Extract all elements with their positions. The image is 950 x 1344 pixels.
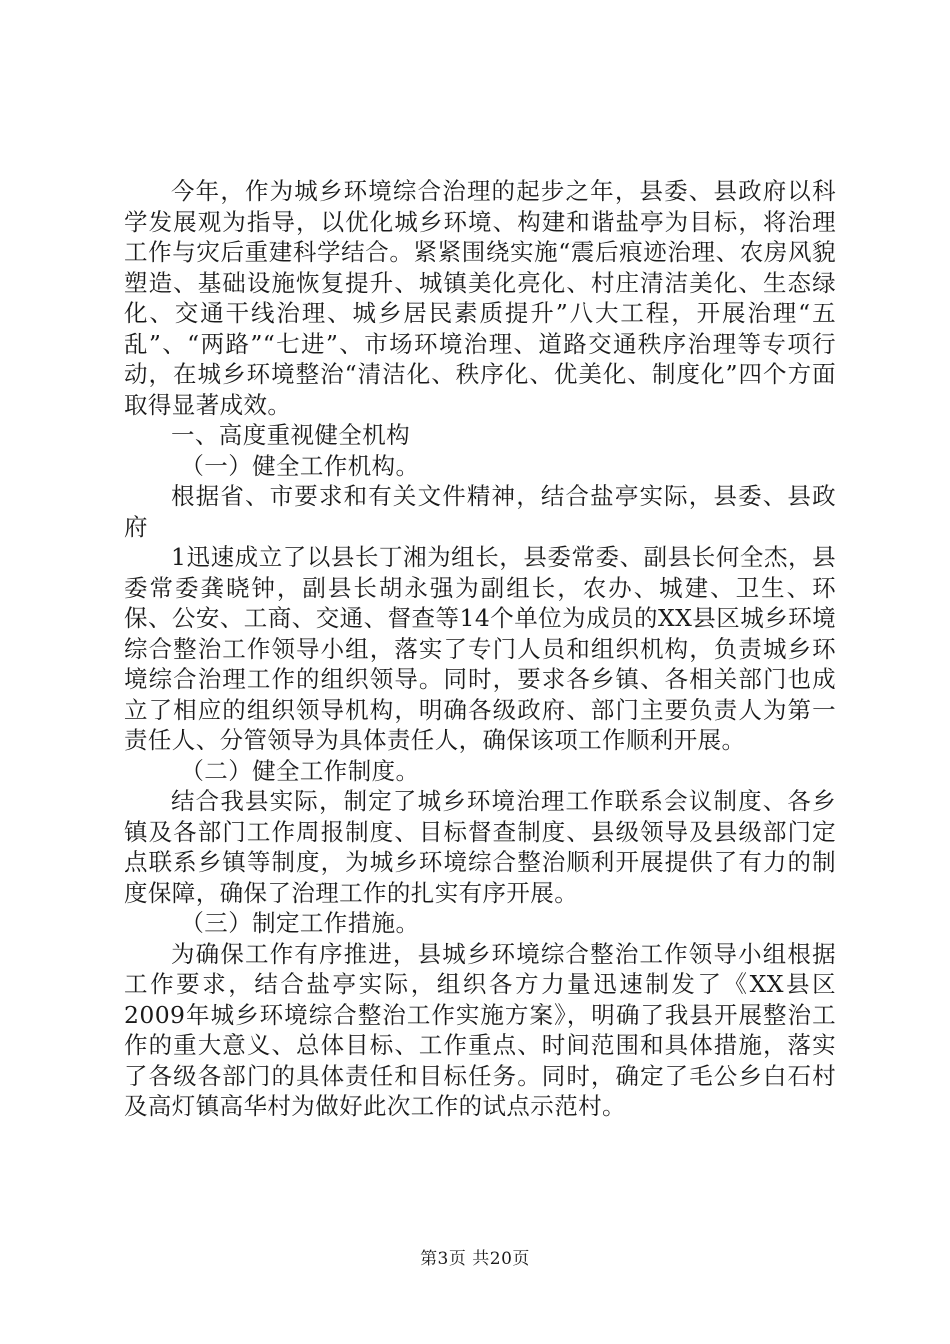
page-footer [0, 1244, 950, 1269]
subsection-heading-2: （二）健全工作制度。 [180, 756, 420, 785]
paragraph-body: 根据省、市要求和有关文件精神，结合盐亭实际，县委、县政府 [124, 482, 836, 541]
paragraph-body: 为确保工作有序推进，县城乡环境综合整治工作领导小组根据工作要求，结合盐亭实际，组织各方力量迅速制发了《XX县区2009年城乡环境综合整治工作实施方案》，明确了我县开展整治工作的重大意义、总体目标、工作重点、时间范围和具体措施，落实了各级各部门的具体责任和目标任务。同时，确定了毛公乡白石村及高灯镇高华村为做好此次工作的试点示范村。 [124, 939, 836, 1120]
document-body [124, 176, 836, 1122]
intro-paragraph: 今年，作为城乡环境综合治理的起步之年，县委、县政府以科学发展观为指导，以优化城乡环境、构建和谐盐亭为目标，将治理工作与灾后重建科学结合。紧紧围绕实施“震后痕迹治理、农房风貌塑造、基础设施恢复提升、城镇美化亮化、村庄清洁美化、生态绿化、交通干线治理、城乡居民素质提升”八大工程，开展治理“五乱”、“两路”“七进”、市场环境治理、道路交通秩序治理等专项行动，在城乡环境整治“清洁化、秩序化、优美化、制度化”四个方面取得显著成效。 [124, 177, 836, 419]
page-number-label: 第3页 共20页 [420, 1249, 530, 1269]
paragraph-body: 1迅速成立了以县长丁湘为组长，县委常委、副县长何全杰，县委常委龚晓钟，副县长胡永强为副组长，农办、城建、卫生、环保、公安、工商、交通、督查等14个单位为成员的XX县区城乡环境综合整治工作领导小组，落实了专门人员和组织机构，负责城乡环境综合治理工作的组织领导。同时，要求各乡镇、各相关部门也成立了相应的组织领导机构，明确各级政府、部门主要负责人为第一责任人、分管领导为具体责任人，确保该项工作顺利开展。 [124, 543, 836, 754]
paragraph-body: 结合我县实际，制定了城乡环境治理工作联系会议制度、各乡镇及各部门工作周报制度、目标督查制度、县级领导及县级部门定点联系乡镇等制度，为城乡环境综合整治顺利开展提供了有力的制度保障，确保了治理工作的扎实有序开展。 [124, 787, 836, 907]
subsection-heading-1: （一）健全工作机构。 [180, 451, 420, 480]
section-heading-1: 一、高度重视健全机构 [171, 421, 410, 449]
subsection-heading-3: （三）制定工作措施。 [180, 909, 420, 937]
